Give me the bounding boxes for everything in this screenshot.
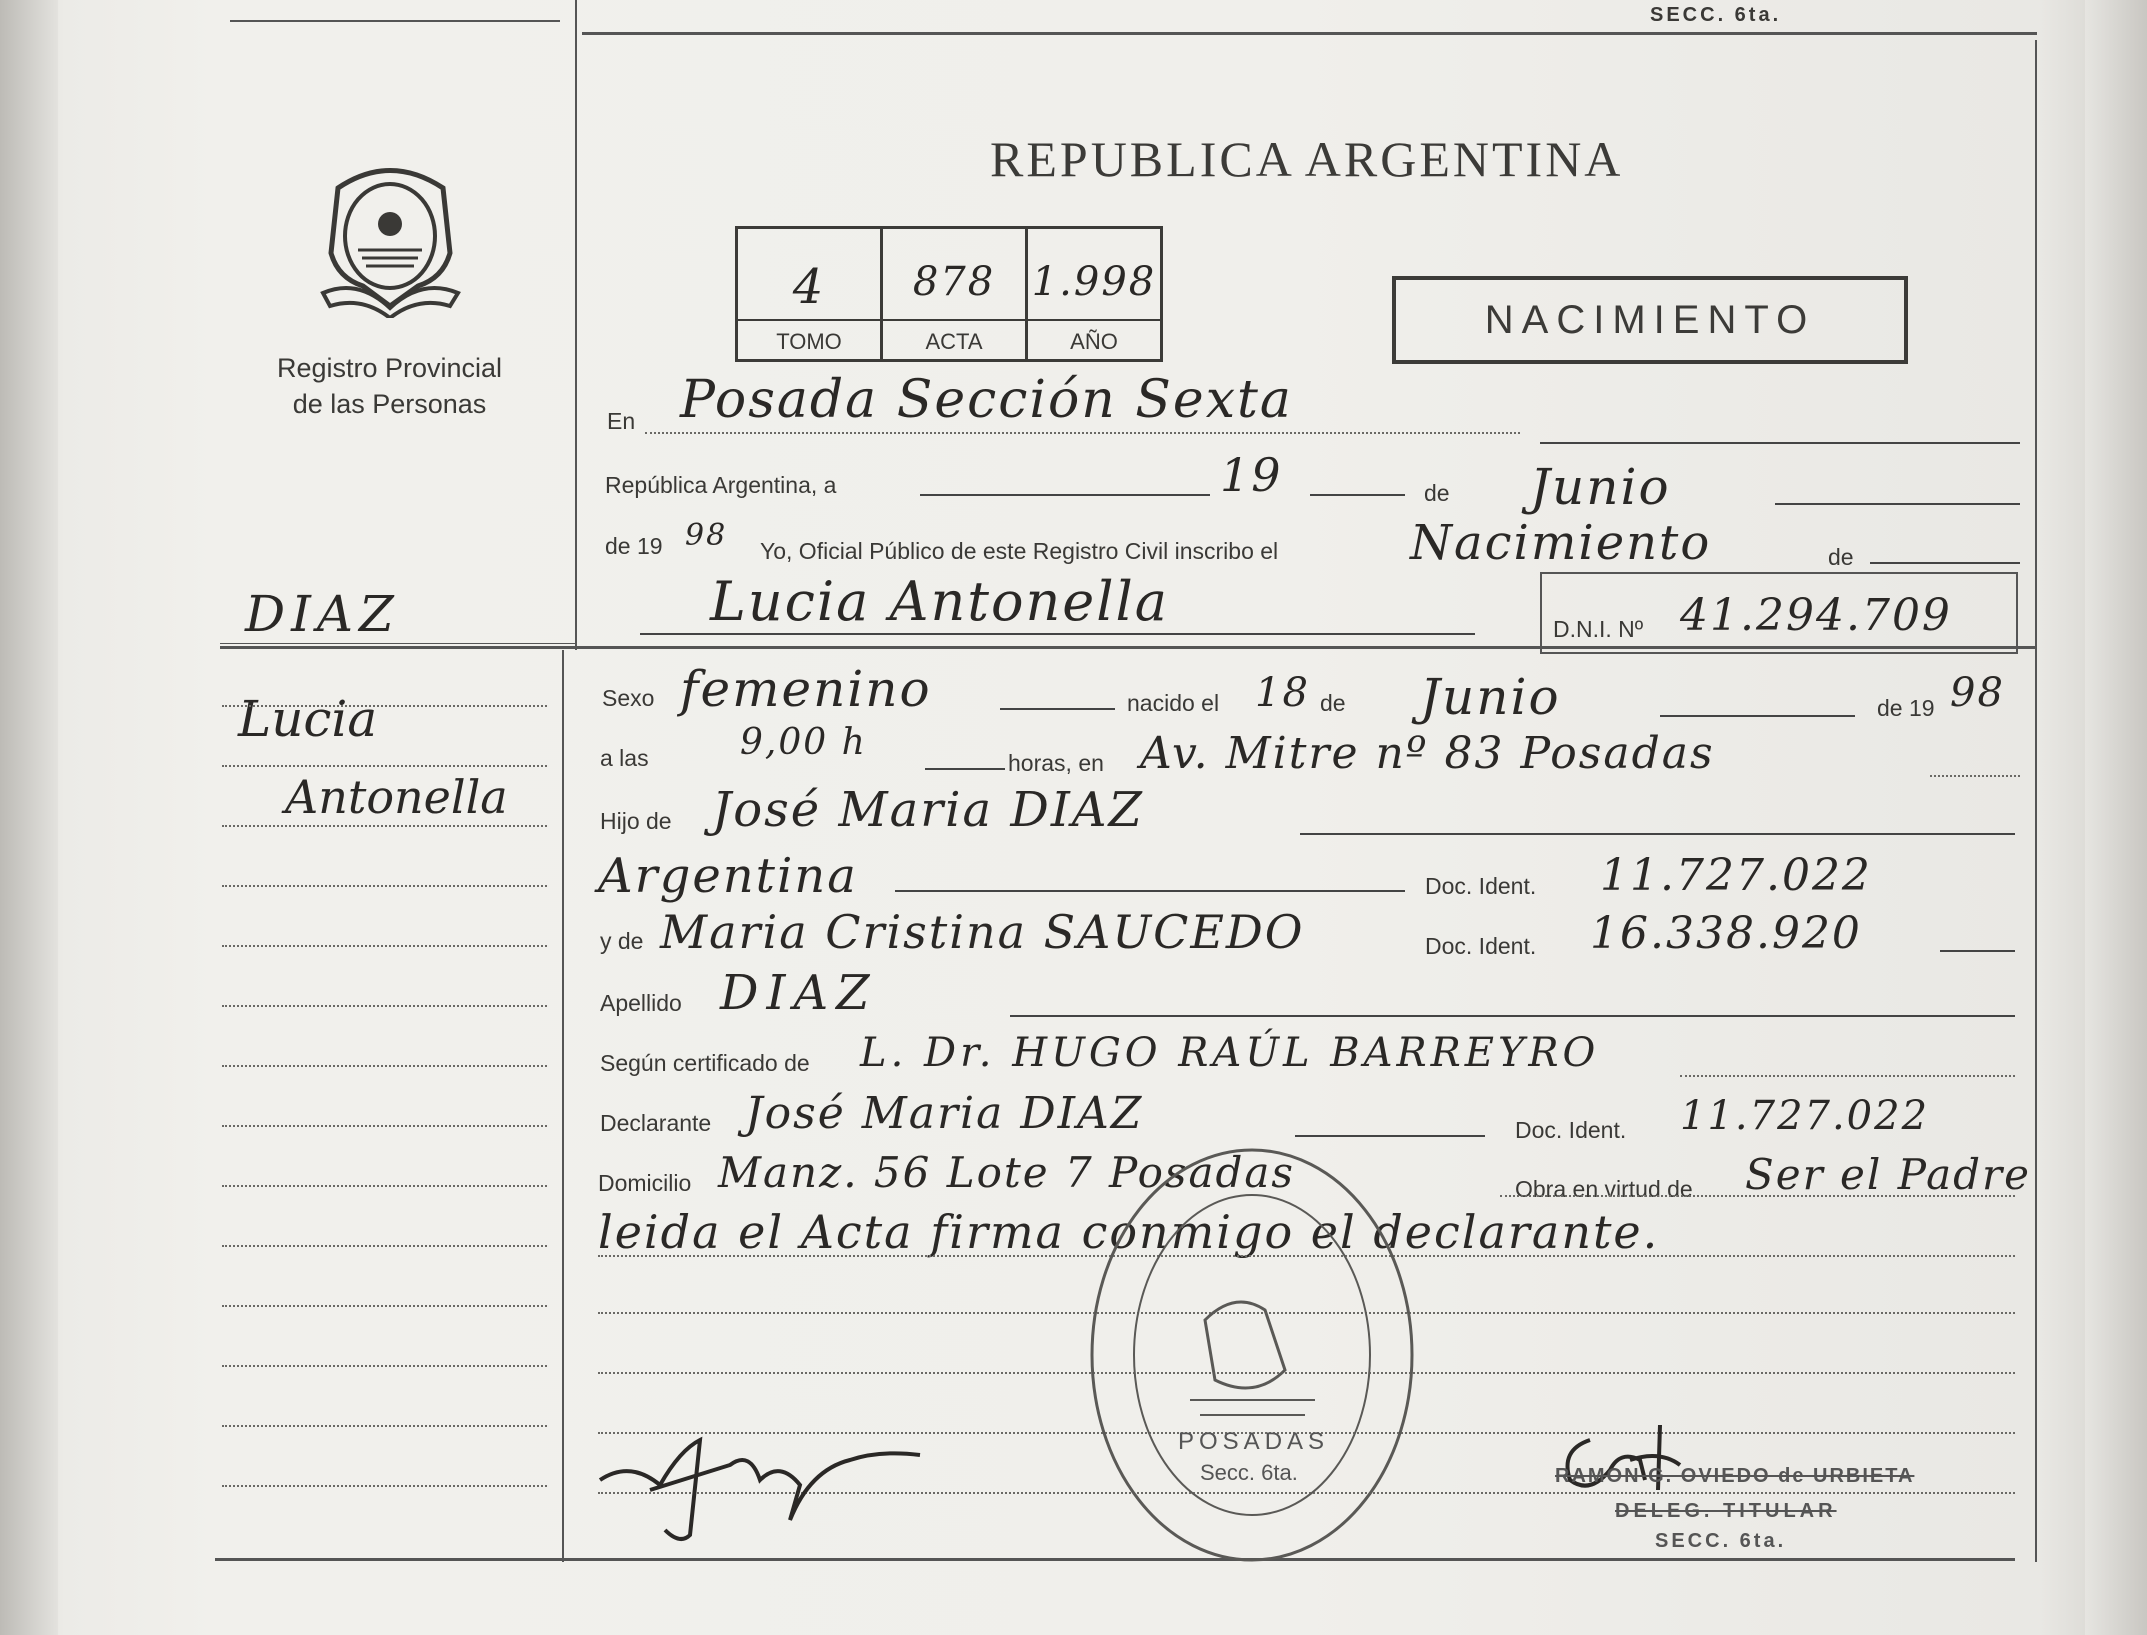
row-oficial-line <box>1870 562 2020 564</box>
value-nac-mes: Junio <box>1420 668 1561 726</box>
label-yde: y de <box>600 928 644 954</box>
row-en-line <box>1540 442 2020 444</box>
registry-name <box>262 350 517 422</box>
label-en: En <box>607 408 636 434</box>
row-nac-line <box>895 890 1405 892</box>
value-nombre: Lucia Antonella <box>710 570 1169 633</box>
stamp-city: POSADAS <box>1178 1428 1330 1455</box>
value-nac-anio: 98 <box>1950 670 2005 716</box>
label-horas: horas, en <box>1008 750 1104 776</box>
record-box-divider <box>738 319 1160 321</box>
value-nota: leida el Acta firma conmigo el declarante. <box>598 1205 1660 1259</box>
value-nacionalidad: Argentina <box>598 848 858 904</box>
label-sexo: Sexo <box>602 685 655 711</box>
registry-line2: de las Personas <box>292 389 487 419</box>
label-oficial: Yo, Oficial Público de este Registro Civil inscribo el <box>760 538 1279 564</box>
label-hijo: Hijo de <box>600 808 672 834</box>
document-title: REPUBLICA ARGENTINA <box>990 131 1624 187</box>
value-padre: José Maria DIAZ <box>712 782 1144 838</box>
label-segun: Según certificado de <box>600 1050 810 1076</box>
margin-row <box>222 945 547 947</box>
value-lugar: Posada Sección Sexta <box>680 370 1293 430</box>
row-hijo-line <box>1300 833 2015 835</box>
margin-row <box>222 1005 547 1007</box>
row-rep-line2 <box>1310 494 1405 496</box>
official-section: SECC. 6ta. <box>1655 1530 1787 1552</box>
margin-row <box>222 765 547 767</box>
margin-apellido-line <box>220 643 575 644</box>
row-segun-dots <box>1680 1075 2015 1077</box>
margin-row <box>222 1305 547 1307</box>
label-republica: República Argentina, a <box>605 472 837 498</box>
value-madre-doc: 16.338.920 <box>1590 908 1862 959</box>
row-yde-line <box>1940 950 2015 952</box>
margin-row <box>222 1425 547 1427</box>
value-mes: Junio <box>1530 458 1671 516</box>
margin-row <box>222 1365 547 1367</box>
anio-value: 1.998 <box>1031 259 1157 305</box>
row-rep-line3 <box>1775 503 2020 505</box>
top-border <box>230 20 560 22</box>
value-acto: Nacimiento <box>1410 515 1712 571</box>
page-binding-edge <box>0 0 58 1635</box>
value-domicilio: Manz. 56 Lote 7 Posadas <box>718 1148 1295 1197</box>
column-divider <box>575 0 577 650</box>
row-nombre-line <box>640 633 1475 635</box>
record-number-box <box>735 226 1163 362</box>
label-declarante: Declarante <box>600 1110 712 1136</box>
top-border-right <box>582 32 2037 35</box>
declarant-signature-icon <box>590 1410 930 1555</box>
label-de-end: de <box>1828 544 1854 570</box>
row-domicilio-dots <box>1500 1195 2015 1197</box>
row-rep-line1 <box>920 494 1210 496</box>
record-type-box: NACIMIENTO <box>1392 276 1908 364</box>
value-padre-doc: 11.727.022 <box>1600 850 1872 901</box>
official-stamp-icon <box>1085 1140 1420 1570</box>
label-doc2: Doc. Ident. <box>1425 933 1537 959</box>
tomo-value: 4 <box>792 259 826 315</box>
row-alas-dots <box>1930 775 2020 777</box>
margin-row <box>222 1185 547 1187</box>
label-doc1: Doc. Ident. <box>1425 873 1537 899</box>
acta-value: 878 <box>912 259 996 305</box>
row-sexo-line <box>1000 708 1115 710</box>
label-de-year: de 19 <box>1877 695 1935 721</box>
margin-row <box>222 825 547 827</box>
label-de: de <box>1424 480 1450 506</box>
value-dni: 41.294.709 <box>1680 590 1952 641</box>
value-obra: Ser el Padre <box>1745 1150 2031 1199</box>
acta-label: ACTA <box>925 329 983 354</box>
value-anio: 98 <box>685 518 728 553</box>
row-en-dots <box>645 432 1520 434</box>
value-dia: 19 <box>1220 448 1283 502</box>
label-apellido: Apellido <box>600 990 682 1016</box>
label-doc3: Doc. Ident. <box>1515 1117 1627 1143</box>
label-alas: a las <box>600 745 649 771</box>
margin-nombre2: Antonella <box>285 770 508 824</box>
value-lugar-nac: Av. Mitre nº 83 Posadas <box>1140 728 1715 779</box>
row-sexo-line2 <box>1660 715 1855 717</box>
value-sexo: femenino <box>680 660 932 718</box>
official-title: DELEG. TITULAR <box>1615 1500 1837 1522</box>
label-domicilio: Domicilio <box>598 1170 692 1196</box>
label-de19: de 19 <box>605 533 663 559</box>
label-obra: Obra en virtud de <box>1515 1176 1693 1202</box>
margin-row <box>222 1245 547 1247</box>
margin-apellido: DIAZ <box>245 585 400 643</box>
row-apellido-line <box>1010 1015 2015 1017</box>
row-alas-line <box>925 768 1005 770</box>
label-dni: D.N.I. Nº <box>1553 616 1644 642</box>
value-madre: Maria Cristina SAUCEDO <box>660 905 1305 959</box>
registry-line1: Registro Provincial <box>276 353 503 383</box>
value-nac-dia: 18 <box>1255 670 1310 716</box>
label-nacido: nacido el <box>1127 690 1220 716</box>
value-apellido: DIAZ <box>720 965 878 1021</box>
margin-row <box>222 705 547 707</box>
margin-nombre1: Lucia <box>238 690 378 748</box>
margin-row <box>222 1065 547 1067</box>
row-declarante-line <box>1295 1135 1485 1137</box>
tomo-label: TOMO <box>776 329 842 354</box>
label-de-mid: de <box>1320 690 1346 716</box>
top-stamp-text: SECC. 6ta. <box>1650 4 1782 26</box>
stamp-secc: Secc. 6ta. <box>1200 1460 1298 1485</box>
margin-row <box>222 1485 547 1487</box>
page-right-edge <box>2085 0 2147 1635</box>
value-declarante-doc: 11.727.022 <box>1680 1093 1930 1139</box>
official-signature-icon <box>1550 1420 1710 1500</box>
official-name: RAMON G. OVIEDO de URBIETA <box>1555 1465 1915 1487</box>
value-declarante: José Maria DIAZ <box>745 1088 1144 1139</box>
margin-row <box>222 1125 547 1127</box>
province-seal-icon <box>318 158 463 318</box>
column-divider-lower <box>562 650 564 1562</box>
value-hora: 9,00 h <box>740 722 867 763</box>
value-medico: L. Dr. HUGO RAÚL BARREYRO <box>860 1030 1600 1076</box>
anio-label: AÑO <box>1070 329 1118 354</box>
margin-row <box>222 885 547 887</box>
right-border <box>2035 40 2037 1562</box>
